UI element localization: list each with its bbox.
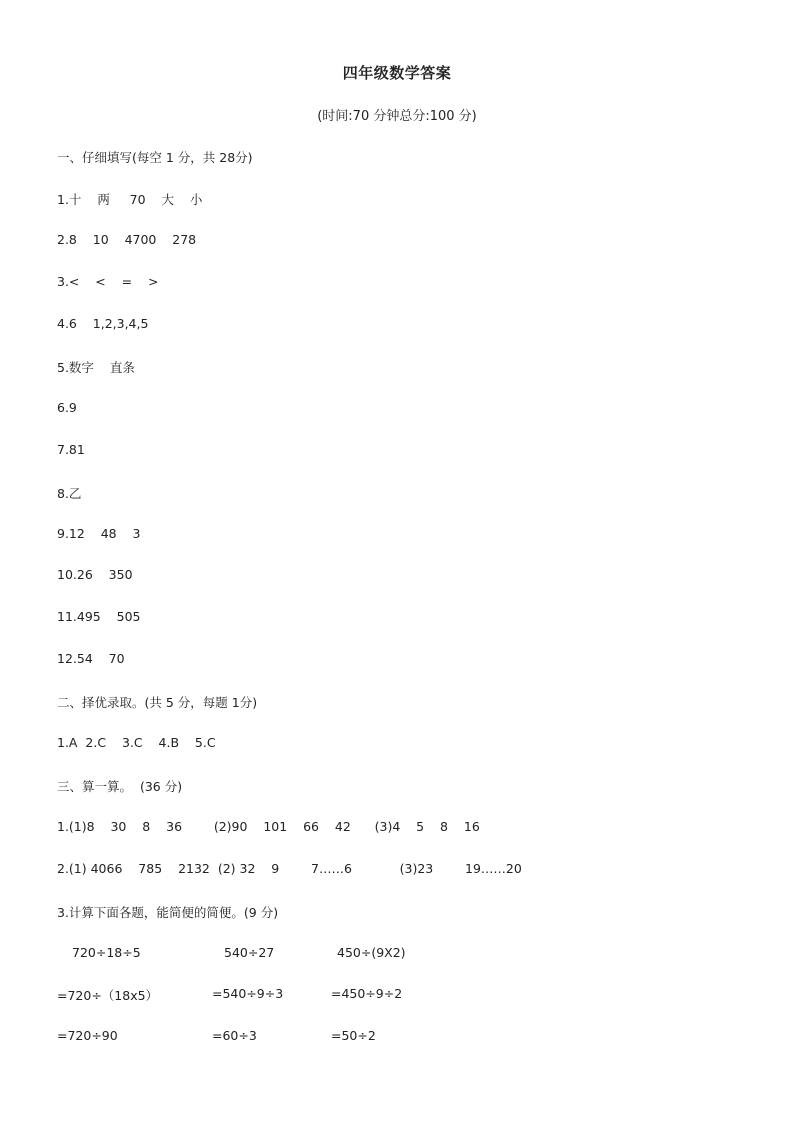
calc-2-row-2: =540÷9÷3 (212, 986, 284, 1001)
answer-line-1: 1.十 两 70 大 小 (57, 192, 203, 207)
calc-2-row-1: 540÷27 (224, 945, 275, 960)
calc-1-row-2: =720÷（18x5） (57, 988, 159, 1003)
answer-line-2: 2.8 10 4700 278 (57, 232, 197, 247)
answer-line-9: 9.12 48 3 (57, 526, 141, 541)
calc-2-row-3: =60÷3 (212, 1028, 257, 1043)
calc-3-row-2: =450÷9÷2 (331, 986, 403, 1001)
calc-3-row-3: =50÷2 (331, 1028, 376, 1043)
answer-line-8: 8.乙 (57, 486, 82, 501)
section3-line-1: 1.(1)8 30 8 36 (2)90 101 66 42 (3)4 5 8 16 (57, 819, 480, 834)
answer-line-10: 10.26 350 (57, 567, 133, 582)
calc-1-row-3: =720÷90 (57, 1028, 118, 1043)
answer-line-7: 7.81 (57, 442, 85, 457)
section2-heading: 二、择优录取。(共 5 分，每题 1分) (57, 695, 258, 710)
answer-line-6: 6.9 (57, 400, 77, 415)
calc-3-row-1: 450÷(9X2) (337, 945, 406, 960)
answer-line-12: 12.54 70 (57, 651, 125, 666)
section3-heading: 三、算一算。 (36 分) (57, 779, 183, 794)
answer-line-4: 4.6 1,2,3,4,5 (57, 316, 149, 331)
section3-q3-heading: 3.计算下面各题，能简便的简便。(9 分) (57, 905, 279, 920)
answer-line-11: 11.495 505 (57, 609, 141, 624)
section2-answers: 1.A 2.C 3.C 4.B 5.C (57, 735, 216, 750)
section3-line-2: 2.(1) 4066 785 2132 (2) 32 9 7……6 (3)23 19……20 (57, 861, 522, 876)
page-title: 四年级数学答案 (342, 64, 452, 82)
answer-line-3: 3.< < = > (57, 274, 159, 289)
page-subtitle: (时间:70 分钟总分:100 分) (317, 109, 477, 124)
calc-1-row-1: 720÷18÷5 (72, 945, 141, 960)
answer-line-5: 5.数字 直条 (57, 360, 135, 375)
section1-heading: 一、仔细填写(每空 1 分，共 28分) (57, 150, 253, 165)
